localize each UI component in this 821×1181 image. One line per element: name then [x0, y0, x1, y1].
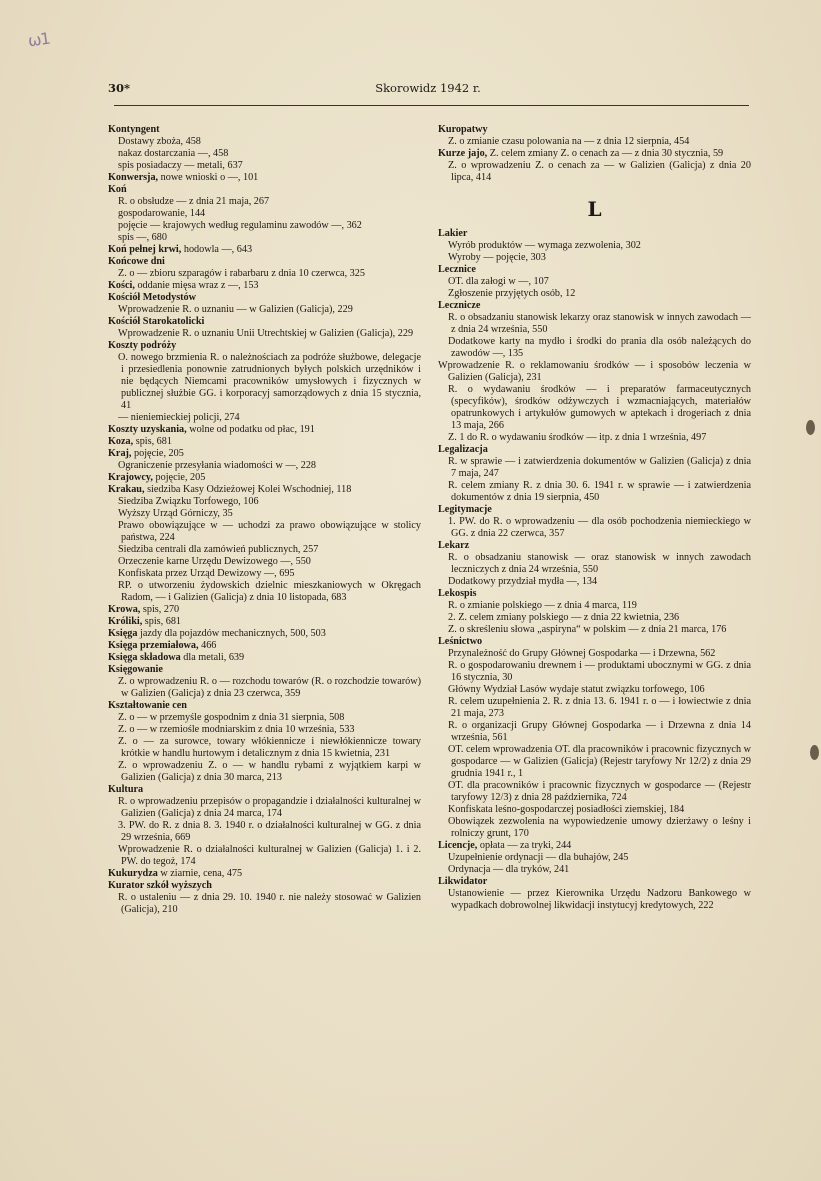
index-term-detail: spis, 681 [142, 616, 182, 627]
index-term: Księga składowa [108, 652, 181, 663]
index-subentry: OT. dla pracowników i pracownic fizycznych w gospodarce — (Rejestr taryfowy 12/3) z dnia 28 października, 724 [448, 780, 751, 803]
index-subentry: R. o gospodarowaniu drewnem i — produktami ubocznymi w GG. z dnia 16 stycznia, 30 [448, 660, 751, 683]
index-entry [108, 124, 421, 172]
index-subentry: Obowiązek zezwolenia na wypowiedzenie umowy dzierżawy o leśny i rolniczy grunt, 170 [448, 816, 751, 839]
page-number: 30* [108, 81, 131, 95]
index-entry [108, 172, 421, 184]
index-term: Księga przemiałowa, [108, 640, 199, 651]
index-subentry: pojęcie — krajowych według regulaminu zawodów —, 362 [118, 220, 362, 231]
index-heading-line [438, 876, 751, 888]
index-entry [438, 264, 751, 300]
index-entry [438, 840, 751, 876]
index-subentry: R. o organizacji Grupy Głównej Gospodarka — i Drzewna z dnia 14 września, 561 [448, 720, 751, 743]
index-heading-line [438, 504, 751, 516]
index-subentry: 3. PW. do R. z dnia 8. 3. 1940 r. o działalności kulturalnej w GG. z dnia 29 września, 669 [118, 820, 421, 843]
index-entry [108, 664, 421, 700]
index-subentry: Wyrób produktów — wymaga zezwolenia, 302 [448, 240, 641, 251]
index-term: Końcowe dni [108, 256, 165, 267]
index-subentry: Ograniczenie przesyłania wiadomości w —, 228 [118, 460, 317, 471]
page-header [108, 81, 748, 101]
index-subentry: OT. dla załogi w —, 107 [448, 276, 549, 287]
index-subentry: Prawo obowiązujące w — uchodzi za prawo obowiązujące w stolicy państwa, 224 [118, 520, 421, 543]
index-subentry: Główny Wydział Lasów wydaje statut związku torfowego, 106 [448, 684, 705, 695]
index-heading-line [108, 184, 421, 196]
index-heading-line [108, 484, 421, 496]
index-subentry: Wprowadzenie R. o uznaniu Unii Utrechtskiej w Galizien (Galicja), 229 [118, 328, 414, 339]
index-entry [108, 784, 421, 868]
index-heading-line [438, 300, 751, 312]
index-entry [438, 228, 751, 264]
index-term: Lekospis [438, 588, 477, 599]
index-entry [108, 484, 421, 604]
index-entry [108, 256, 421, 280]
index-term: Kurator szkół wyższych [108, 880, 212, 891]
index-term-detail: nowe wnioski o —, 101 [158, 172, 259, 183]
index-subentry: Ordynacja — dla tryków, 241 [448, 864, 570, 875]
index-heading-line [108, 436, 421, 448]
index-heading-line [108, 880, 421, 892]
index-group-l [438, 228, 751, 912]
index-heading-line [108, 664, 421, 676]
index-term: Kultura [108, 784, 144, 795]
index-subentry: Wprowadzenie R. o działalności kulturalnej w Galizien (Galicja) 1. i 2. PW. do tegoż, 174 [118, 844, 421, 867]
index-entry [438, 360, 751, 444]
index-heading-line [108, 472, 421, 484]
index-subentry: R. o wprowadzeniu przepisów o propagandzie i działalności kulturalnej w Galizien (Galicja) z dnia 24 marca, 174 [118, 796, 421, 819]
index-heading-line [438, 228, 751, 240]
index-entry [438, 504, 751, 540]
index-heading-line [438, 124, 751, 136]
index-heading-line [108, 340, 421, 352]
index-subentry: Wyższy Urząd Górniczy, 35 [118, 508, 233, 519]
index-subentry: spis posiadaczy — metali, 637 [118, 160, 243, 171]
index-term: Koszty podróży [108, 340, 177, 351]
index-entry [108, 244, 421, 256]
index-entry [438, 876, 751, 912]
index-subentry: Z. o wprowadzeniu R. o — rozchodu towarów (R. o rozchodzie towarów) w Galizien (Galicja) z dnia 23 czerwca, 359 [118, 676, 421, 699]
index-heading-line [108, 424, 421, 436]
index-heading-line [108, 628, 421, 640]
index-entry [108, 424, 421, 436]
index-entry [438, 588, 751, 636]
index-entry [438, 300, 751, 360]
index-subentry: R. celem zmiany R. z dnia 30. 6. 1941 r. w sprawie — i zatwierdzenia dokumentów z dnia 19 sierpnia, 450 [448, 480, 751, 503]
index-subentry: Wyroby — pojęcie, 303 [448, 252, 546, 263]
index-term-detail: 466 [198, 640, 217, 651]
index-subentry: O. nowego brzmienia R. o należnościach za podróże służbowe, delegacje i przesiedlenia ponownie zatrudnionych byłych polskich urzędników i nie będących Niemcami pracowników umysłowych i fizycznych w publicznej służbie GG. i korporacyj samorządowych z dnia 15 stycznia, 41 [118, 352, 421, 411]
index-subentry: Zgłoszenie przyjętych osób, 12 [448, 288, 576, 299]
index-term-detail: opłata — za tryki, 244 [477, 840, 572, 851]
index-term-detail: siedziba Kasy Odzieżowej Kolei Wschodniej, 118 [144, 484, 352, 495]
index-term: Legalizacja [438, 444, 488, 455]
index-entry [108, 700, 421, 784]
index-subentry: R. o zmianie polskiego — z dnia 4 marca, 119 [448, 600, 637, 611]
index-term: Leśnictwo [438, 636, 483, 647]
index-subentry: Z. o wprowadzeniu Z. o — w handlu rybami z wyjątkiem karpi w Galizien (Galicja) z dnia 30 marca, 213 [118, 760, 421, 783]
index-term: Księgowanie [108, 664, 163, 675]
index-entry [108, 868, 421, 880]
index-subentry: Wprowadzenie R. o uznaniu — w Galizien (Galicja), 229 [118, 304, 353, 315]
index-term: Kości, [108, 280, 135, 291]
page-title: Skorowidz 1942 r. [375, 81, 481, 95]
index-subentry: Konfiskata leśno-gospodarczej posiadłości ziemskiej, 184 [448, 804, 685, 815]
index-entry [438, 148, 751, 184]
index-subentry: Z. o — za surowce, towary włókiennicze i niewłókiennicze towary krótkie w handlu hurtowym i detalicznym z dnia 15 kwietnia, 231 [118, 736, 421, 759]
index-term: Kurze jajo, [438, 148, 488, 159]
index-subentry: Z. 1 do R. o wydawaniu środków — itp. z dnia 1 września, 497 [448, 432, 707, 443]
index-subentry: nakaz dostarczania —, 458 [118, 148, 229, 159]
index-subentry: Z. o wprowadzeniu Z. o cenach za — w Galizien (Galicja) z dnia 20 lipca, 414 [448, 160, 751, 183]
index-term: Leczniczе [438, 300, 481, 311]
index-subentry: Przynależność do Grupy Głównej Gospodarka — i Drzewna, 562 [448, 648, 716, 659]
index-entry [438, 444, 751, 504]
index-entry [108, 292, 421, 316]
index-plain-line: Wprowadzenie R. o reklamowaniu środków — i sposobów leczenia w Galizien (Galicja), 231 [438, 360, 751, 383]
index-term: Kościół Metodystów [108, 292, 196, 303]
index-term: Koza, [108, 436, 134, 447]
index-subentry: Dodatkowe karty na mydło i środki do prania dla osób należących do zawodów —, 135 [448, 336, 751, 359]
index-term-detail: hodowla —, 643 [181, 244, 253, 255]
index-term-detail: Z. celem zmiany Z. o cenach za — z dnia 30 stycznia, 59 [487, 148, 724, 159]
index-subentry: gospodarowanie, 144 [118, 208, 206, 219]
index-subentry: Z. o zmianie czasu polowania na — z dnia 12 sierpnia, 454 [448, 136, 690, 147]
index-subentry: — nieniemieckiej policji, 274 [118, 412, 240, 423]
index-term-detail: pojęcie, 205 [152, 472, 206, 483]
index-column-left [108, 124, 421, 916]
index-heading-line [438, 588, 751, 600]
index-term: Koń pełnej krwi, [108, 244, 182, 255]
index-heading-line [108, 316, 421, 328]
index-term: Kuropatwy [438, 124, 488, 135]
index-term-detail: w ziarnie, cena, 475 [157, 868, 243, 879]
index-entry [438, 636, 751, 840]
index-heading-line [438, 444, 751, 456]
index-entry [108, 652, 421, 664]
index-heading-line [108, 700, 421, 712]
index-term: Konwersja, [108, 172, 159, 183]
index-heading-line [108, 244, 421, 256]
index-entry [108, 280, 421, 292]
index-heading-line [438, 148, 751, 160]
index-term: Krajowcy, [108, 472, 153, 483]
index-subentry: OT. celem wprowadzenia OT. dla pracowników i pracownic fizycznych w gospodarce — w Galizien (Galicja) (Rejestr taryfowy Nr 12/2) z dnia 29 grudnia 1941 r., 1 [448, 744, 751, 779]
index-subentry: Uzupełnienie ordynacji — dla buhajów, 245 [448, 852, 629, 863]
index-heading-line [438, 636, 751, 648]
index-entry [108, 472, 421, 484]
index-heading-line [108, 172, 421, 184]
index-subentry: R. o ustaleniu — z dnia 29. 10. 1940 r. nie należy stosować w Galizien (Galicja), 210 [118, 892, 421, 915]
index-subentry: RP. o utworzeniu żydowskich dzielnic mieszkaniowych w Okręgach Radom, — i Galizien (Galicja) z dnia 10 listopada, 683 [118, 580, 421, 603]
index-term: Koń [108, 184, 127, 195]
index-heading-line [438, 840, 751, 852]
index-term: Księga [108, 628, 138, 639]
index-heading-line [108, 256, 421, 268]
index-term: Lekarz [438, 540, 470, 551]
index-term-detail: spis, 270 [140, 604, 180, 615]
index-term: Krowa, [108, 604, 141, 615]
index-entry [108, 616, 421, 628]
index-entry [438, 124, 751, 148]
section-letter: L [587, 197, 602, 221]
index-term-detail: oddanie mięsa wraz z —, 153 [134, 280, 259, 291]
header-rule [114, 105, 749, 106]
index-entry [108, 436, 421, 448]
index-entry [108, 604, 421, 616]
index-term: Lakier [438, 228, 468, 239]
index-heading-line [108, 292, 421, 304]
index-term-detail: spis, 681 [133, 436, 172, 447]
index-subentry: R. o obsadzaniu stanowisk — oraz stanowisk w innych zawodach leczniczych z dnia 24 września, 550 [448, 552, 751, 575]
index-entry [438, 540, 751, 588]
index-column-right [438, 124, 751, 912]
index-entry [108, 448, 421, 472]
index-heading-line [108, 652, 421, 664]
index-term-detail: dla metali, 639 [180, 652, 245, 663]
index-entry [108, 640, 421, 652]
index-heading-line [108, 280, 421, 292]
index-term: Lecznice [438, 264, 476, 275]
pencil-mark: ω1 [26, 28, 51, 51]
index-heading-line [108, 868, 421, 880]
index-heading-line [108, 640, 421, 652]
index-subentry: R. celem uzupełnienia 2. R. z dnia 13. 6. 1941 r. o — i łowiectwie z dnia 21 maja, 273 [448, 696, 751, 719]
index-term: Kształtowanie cen [108, 700, 187, 711]
index-term: Koszty uzyskania, [108, 424, 187, 435]
index-subentry: 2. Z. celem zmiany polskiego — z dnia 22 kwietnia, 236 [448, 612, 680, 623]
index-term: Likwidator [438, 876, 488, 887]
binding-hole [806, 420, 815, 435]
index-subentry: Z. o — w przemyśle gospodnim z dnia 31 sierpnia, 508 [118, 712, 345, 723]
binding-hole [810, 745, 819, 760]
index-term: Kukurydza [108, 868, 158, 879]
index-subentry: R. o obsadzaniu stanowisk lekarzy oraz stanowisk w innych zawodach — z dnia 24 września, 550 [448, 312, 751, 335]
index-subentry: Dostawy zboża, 458 [118, 136, 201, 147]
index-subentry: Z. o skreśleniu słowa „aspiryna“ w polskim — z dnia 21 marca, 176 [448, 624, 727, 635]
index-heading-line [438, 264, 751, 276]
index-term: Kontyngent [108, 124, 160, 135]
index-heading-line [108, 124, 421, 136]
index-subentry: Z. o — zbioru szparagów i rabarbaru z dnia 10 czerwca, 325 [118, 268, 365, 279]
index-heading-line [108, 448, 421, 460]
index-term: Kościół Starokatolicki [108, 316, 205, 327]
index-entry [108, 340, 421, 424]
index-subentry: R. o wydawaniu środków — i preparatów farmaceutycznych (specyfików), środków odżywczych i wzmacniających, materiałów opatrunkowych i artykułów gumowych w aptekach i drogeriach z dnia 13 maja, 266 [448, 384, 751, 431]
index-term: Krakau, [108, 484, 145, 495]
index-term-detail: pojęcie, 205 [131, 448, 184, 459]
index-entry [108, 880, 421, 916]
index-term: Legitymacje [438, 504, 492, 515]
index-heading-line [108, 616, 421, 628]
index-group-k [438, 124, 751, 184]
index-heading-line [108, 784, 421, 796]
index-subentry: Siedziba Związku Torfowego, 106 [118, 496, 259, 507]
index-entry [108, 628, 421, 640]
index-term: Króliki, [108, 616, 143, 627]
index-term: Licencje, [438, 840, 478, 851]
index-term-detail: jazdy dla pojazdów mechanicznych, 500, 503 [137, 628, 326, 639]
index-subentry: Ustanowienie — przez Kierownika Urzędu Nadzoru Bankowego w wypadkach dobrowolnej likwidacji instytucyj kredytowych, 222 [448, 888, 751, 911]
index-entry [108, 184, 421, 244]
index-term: Kraj, [108, 448, 132, 459]
index-subentry: Konfiskata przez Urząd Dewizowy —, 695 [118, 568, 295, 579]
index-subentry: Z. o — w rzemiośle modniarskim z dnia 10 września, 533 [118, 724, 355, 735]
index-entry [108, 316, 421, 340]
index-subentry: Dodatkowy przydział mydła —, 134 [448, 576, 598, 587]
index-subentry: Siedziba centrali dla zamówień publicznych, 257 [118, 544, 319, 555]
index-subentry: R. w sprawie — i zatwierdzenia dokumentów w Galizien (Galicja) z dnia 7 maja, 247 [448, 456, 751, 479]
index-term-detail: wolne od podatku od płac, 191 [186, 424, 315, 435]
index-subentry: Orzeczenie karne Urzędu Dewizowego —, 550 [118, 556, 311, 567]
index-subentry: spis —, 680 [118, 232, 167, 243]
index-heading-line [108, 604, 421, 616]
index-subentry: 1. PW. do R. o wprowadzeniu — dla osób pochodzenia niemieckiego w GG. z dnia 22 czerwca, 357 [448, 516, 751, 539]
index-heading-line [438, 540, 751, 552]
index-subentry: R. o obsłudze — z dnia 21 maja, 267 [118, 196, 270, 207]
